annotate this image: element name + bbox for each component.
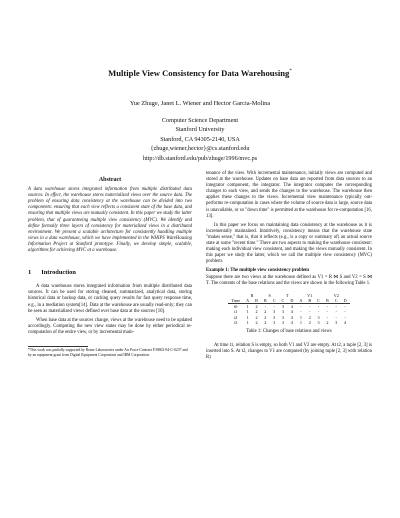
table-cell: 3: [273, 314, 276, 320]
table-cell: -: [335, 314, 337, 320]
table-cell: 2: [255, 309, 258, 315]
table-cell: t2: [234, 314, 238, 320]
affiliation-line: Computer Science Department: [161, 117, 239, 124]
table-cell: -: [309, 304, 311, 310]
table-cell: -: [300, 304, 302, 310]
table-cell: -: [317, 309, 320, 315]
changes-table: [228, 293, 349, 325]
table-row: [228, 320, 349, 325]
table-cell: 1: [246, 319, 249, 325]
table-caption: Table 1: Changes of base relations and views: [246, 328, 332, 334]
table-cell: 2: [255, 314, 258, 320]
table-cell: 3: [335, 319, 338, 325]
table-cell: 1: [299, 314, 302, 320]
intro-paragraph: When base data at the sources change, views at the warehouse need to be updated accordingly. Computing the new view states may be done by either periodical re-computation of the entire view, or by incremental main-: [28, 317, 192, 335]
table-cell: -: [326, 314, 329, 320]
table-cell: 3: [281, 304, 284, 310]
table-header-cell: C: [314, 298, 323, 304]
table-header-cell: A: [296, 298, 305, 304]
paper-title: [0, 68, 400, 78]
affiliation-email: {zhuge,wiener,hector}@cs.stanford.edu: [150, 145, 250, 153]
table-cell: -: [326, 309, 329, 315]
table-cell: 3: [281, 309, 284, 315]
table-cell: 3: [317, 314, 320, 320]
table-cell: -: [273, 304, 275, 310]
table-cell: 3: [281, 319, 284, 325]
table-header-cell: B: [305, 298, 314, 304]
authors: Yue Zhuge, Janet L. Wiener and Hector Garcia-Molina: [129, 100, 271, 107]
table-cell: 4: [344, 319, 347, 325]
table-cell: 2: [264, 314, 267, 320]
table-cell: 2: [308, 314, 311, 320]
table-cell: 2: [308, 319, 311, 325]
example-heading: Example 1: The multiple view consistency problem: [206, 268, 310, 274]
table-cell: -: [335, 304, 337, 310]
table-header-cell: D: [341, 298, 350, 304]
table-cell: t1: [234, 309, 238, 315]
table-header-cell: B: [252, 298, 261, 304]
section-heading: [28, 270, 192, 276]
footnote: *This work was partially supported by Rome Laboratories under Air Force Contract F30602-94-C-0237 and by an equipment grant from Digital Equipment Corporation and IBM Corporation.: [28, 347, 188, 357]
table-cell: 3: [317, 319, 320, 325]
table-cell: -: [317, 304, 320, 310]
table-cell: 3: [273, 309, 276, 315]
table-cell: -: [344, 304, 346, 310]
affiliation-line: Stanford University: [175, 126, 225, 134]
table-cell: 2: [255, 304, 258, 310]
section-title: Introduction: [41, 269, 76, 277]
table-header-cell: B: [261, 298, 270, 304]
table-group-label: R: [250, 292, 254, 298]
table-cell: -: [344, 314, 346, 320]
table-cell: 4: [290, 304, 293, 310]
title-footnote-mark: *: [289, 69, 292, 75]
table-cell: -: [300, 309, 302, 315]
table-header-cell: Time: [228, 298, 243, 304]
affiliation: [0, 116, 400, 163]
table-group-label: S: [268, 292, 271, 298]
table-cell: t3: [234, 319, 238, 325]
table-cell: 2: [264, 309, 267, 315]
table-group-label: V2: [333, 292, 339, 298]
section-number: 1: [28, 269, 32, 277]
table-cell: -: [344, 309, 346, 315]
abstract-heading: Abstract: [98, 177, 122, 183]
footnote-rule: [28, 346, 88, 347]
table-group-label: T: [286, 292, 289, 298]
title-text: Multiple View Consistency for Data Warehousing: [108, 68, 290, 78]
table-cell: 3: [273, 319, 276, 325]
table-header-cell: B: [323, 298, 332, 304]
body-paragraph: At time t1, relation S is empty, so both V1 and V2 are empty. At t2, a tuple [2, 3] is inserted into S. At t2, changes to V1 are computed (by joining tuple [2, 3] with relation R): [206, 343, 372, 361]
table-cell: 4: [290, 314, 293, 320]
table-cell: 4: [290, 319, 293, 325]
right-column: [206, 171, 372, 364]
left-column: [28, 177, 192, 357]
intro-paragraph: A data warehouse stores integrated information from multiple distributed data sources. It can be used for storing cleaned, summarized, analytical data, storing historical data or backup data, or caching query results for fast query response time, e.g., in a mediation system[14]. Data at the warehouse are usually read-only; they can be seen as materialized views defined over base data at the sources [10].: [28, 284, 192, 314]
affiliation-line: Stanford, CA 94305-2140, USA: [160, 135, 240, 143]
table-header-cell: A: [243, 298, 252, 304]
table-cell: 2: [264, 319, 267, 325]
example-text: Suppose there are two views at the warehouse defined as V1 = R ⋈ S and V2 = S ⋈ T. The contents of the base relations and the views are shown in the following Table 1.: [206, 274, 372, 286]
table-cell: -: [326, 304, 329, 310]
table-cell: 1: [246, 309, 249, 315]
table-cell: 1: [299, 319, 302, 325]
table-header-cell: C: [270, 298, 279, 304]
table-body: [228, 304, 349, 325]
table-cell: 1: [246, 304, 249, 310]
table-header-cell: C: [279, 298, 288, 304]
table-cell: 4: [290, 309, 293, 315]
table-header-cell: C: [332, 298, 341, 304]
table-cell: -: [264, 304, 267, 310]
table-cell: 1: [246, 314, 249, 320]
affiliation-url: http://db.stanford.edu/pub/zhuge/1996/mvc.ps: [142, 154, 258, 162]
table-cell: -: [335, 309, 337, 315]
abstract-body: A data warehouse stores integrated information from multiple distributed data sources. In effect, the warehouse stores materialized views over the source data. The problem of ensuring data consistency at the warehouse can be divided into two components: ensuring that each view reflects a consistent state of the base data, and ensuring that multiple views are mutually consistent. In this paper we study the latter problem, that of guaranteeing multiple view consistency (MVC). We identify and define formally three layers of consistency for materialized views in a distributed environment. We present a scalable architecture for consistently handling multiple views in a data warehouse, which we have implemented in the WHIPS WareHousing Information Project at Stanford prototype. Finally, we develop simple, scalable, algorithms for achieving MVC at a warehouse.: [28, 187, 192, 254]
table-cell: 2: [255, 319, 258, 325]
table-cell: 2: [326, 319, 329, 325]
table-cell: 3: [281, 314, 284, 320]
table-cell: t0: [234, 304, 238, 310]
table-cell: -: [309, 309, 311, 315]
table-header-cell: D: [287, 298, 296, 304]
table-group-label: V1: [307, 292, 313, 298]
body-paragraph: In this paper we focus on maintaining data consistency at the warehouse as it is incrementally maintained. Intuitively, consistency means that the warehouse state "makes sense," that is, that it reflects (e.g., is a copy or summary of) an actual source state at some "recent time." There are two aspects to making the warehouse consistent: making each individual view consistent, and making the views mutually consistent. In this paper we study the latter, which we call the multiple view consistency (MVC) problem.: [206, 222, 372, 265]
body-paragraph: tenance of the view. With incremental maintenance, initially views are computed and stored at the warehouse. Updates on base data are reported from data sources to an integrator component, the integrator. The integrator computes the corresponding changes to each view, and sends the changes to the warehouse. The warehouse then applies these changes to the views. Incremental view maintenance typically out-performs re-computation in cases where the volume of source data is large, source data is unavailable, or so "down time" is permitted at the warehouse for re-computation [16, 13].: [206, 171, 372, 219]
